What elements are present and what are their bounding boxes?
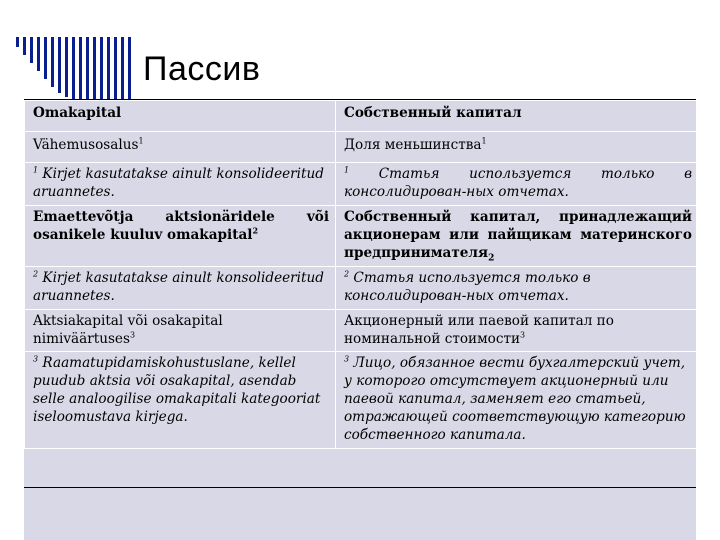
table-row xyxy=(25,266,697,309)
table-row xyxy=(25,132,697,163)
footnote-mark: 3 xyxy=(33,354,39,364)
footnote-mark: 3 xyxy=(520,329,526,339)
cell-text: Aktsiakapital või osakapital nimiväärtuses xyxy=(33,312,223,347)
cell-text: Vähemusosalus xyxy=(33,137,139,153)
cell-et xyxy=(25,132,336,163)
table-row xyxy=(25,352,697,449)
cell-ru xyxy=(336,205,697,266)
cell-ru xyxy=(336,163,697,206)
decorative-bars xyxy=(16,37,136,99)
cell-et xyxy=(25,101,336,132)
cell-text: Omakapital xyxy=(33,105,122,121)
cell-ru xyxy=(336,132,697,163)
footnote-text: Kirjet kasutatakse ainult konsolideeritud aruannetes. xyxy=(33,269,324,304)
table-row-header xyxy=(25,101,697,132)
footnote-mark: 3 xyxy=(344,354,350,364)
cell-text: Доля меньшинства xyxy=(344,137,482,153)
cell-text: Emaettevõtja aktsionäridele või osanikele kuuluv omakapital xyxy=(33,208,329,243)
cell-et xyxy=(25,163,336,206)
footnote-mark: 1 xyxy=(33,165,39,175)
title-underline xyxy=(24,99,696,100)
footnote-text: Статья используется только в консолидирован-ных отчетах. xyxy=(344,166,692,200)
cell-ru xyxy=(336,101,697,132)
table-row xyxy=(25,309,697,352)
cell-et xyxy=(25,309,336,352)
footnote-mark: 1 xyxy=(481,136,487,146)
cell-et xyxy=(25,205,336,266)
footnote-text: Raamatupidamiskohustuslane, kellel puudub aktsia või osakapital, asendab selle analoogilise omakapitali kategooriat iseloomustava kirjega. xyxy=(33,355,321,426)
footnote-text: Лицо, обязанное вести бухгалтерский учет, у которого отсутствует акционерный или паевой капитал, заменяет его статьей, отражающей соответствующую категорию собственного капитала. xyxy=(344,355,686,444)
footnote-mark: 3 xyxy=(129,329,136,339)
cell-ru xyxy=(336,266,697,309)
cell-text: Акционерный или паевой капитал по номинальной стоимости xyxy=(344,312,614,347)
table-row xyxy=(25,205,697,266)
footnote-mark: 1 xyxy=(138,136,144,146)
bottom-rule xyxy=(24,487,696,488)
page-title: Пассив xyxy=(143,50,261,88)
footnote-text: Kirjet kasutatakse ainult konsolideeritud aruannetes. xyxy=(33,166,324,200)
footnote-mark: 2 xyxy=(33,269,39,279)
table-row xyxy=(25,163,697,206)
cell-et xyxy=(25,266,336,309)
footnote-text: Статья используется только в консолидирован-ных отчетах. xyxy=(344,269,591,304)
footnote-mark: 2 xyxy=(488,253,495,264)
cell-text: Собственный капитал xyxy=(344,105,522,121)
footnote-mark: 2 xyxy=(344,269,350,279)
terminology-table xyxy=(24,100,696,540)
footnote-mark: 1 xyxy=(344,165,350,175)
cell-et xyxy=(25,352,336,449)
cell-text: Собственный капитал, принадлежащий акционерам или пайщикам материнского предпринимателя xyxy=(344,208,692,261)
footnote-mark: 2 xyxy=(252,225,259,236)
cell-ru xyxy=(336,352,697,449)
cell-ru xyxy=(336,309,697,352)
